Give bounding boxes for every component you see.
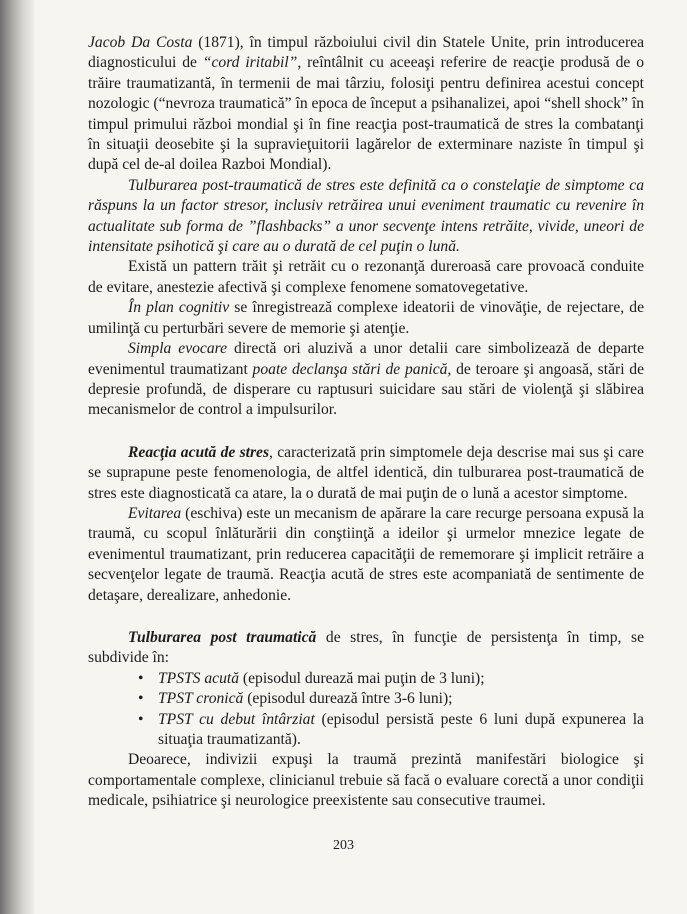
italic-text-run: Tulburarea post-traumatică de stres este definită ca o constelaţie de simptome ca răspuns la un factor stresor, inclusiv retrăirea unui eveniment traumatic cu revenire în actualitate sub forma de ”flashbacks” a unor secvenţe intens retrăite, vivide, uneori de intensitate psihotică şi care au o durată de cel puţin o lună. [88, 176, 644, 256]
text-run: de teroare şi angoasă, stări de depresie profundă, de disperare cu raptusuri suicidare sau stări de violenţă şi slăbirea mecanismelor de control a impulsurilor. [88, 360, 645, 419]
text-run: se înregistrează complexe ideatorii de vinovăţie, de rejectare, de umilinţă cu perturbări severe de memorie şi atenţie. [88, 299, 645, 337]
italic-text-run: poate declanşa stări de panică, [252, 360, 452, 378]
list-item-text: (episodul durează între 3-6 luni); [243, 690, 453, 708]
body-text [88, 33, 644, 669]
text-run: de stres, în funcţie de persistenţa în timp, se subdivide în: [88, 628, 644, 667]
paragraph [88, 339, 644, 421]
list-item [128, 689, 644, 709]
list-item [128, 710, 644, 751]
text-run: (1871), în timpul războiului civil din Statele Unite, prin introducerea diagnosticului de [88, 34, 645, 72]
italic-text-run: Jacob Da Costa [88, 34, 193, 51]
text-run: directă ori aluzivă a unor detalii care simbolizează de departe evenimentul traumatizant [88, 340, 644, 378]
paragraph [88, 33, 644, 176]
book-page [88, 33, 644, 812]
list-item-label: TPST cu debut întârziat [158, 710, 315, 728]
bold-italic-heading: Reacţia acută de stres [128, 443, 270, 461]
text-run: (eschiva) este un mecanism de apărare la care recurge persoana expusă la traumă, cu scopul înlăturării din conştiinţă a ideilor şi urmelor mnezice legate de evenimentul traumatizant, prin reducerea capacităţii de rememorare şi implicit retrăire a secvenţelor legate de traumă. Reacţia acută de stres este acompaniată de sentimente de detaşare, derealizare, anhedonie. [88, 504, 644, 604]
list-item-label: TPSTS acută [158, 669, 240, 687]
text-run: reîntâlnit cu aceeaşi referire de reacţie produsă de o trăire traumatizantă, în termenii de mai târziu, folosiţi pentru definirea acestui concept nozologic (“nevroza traumatică” în epoca de început a psihanalizei, apoi “shell shock” în timpul primului război mondial şi în fine reacţia post-traumatică de stres la combatanţi în situaţii deosebite şi la supravieţuitorii lagărelor de exterminare naziste în timpul şi după cel de-al doilea Razboi Mondial). [88, 54, 644, 174]
closing-paragraph: Deoarece, indivizii expuşi la traumă prezintă manifestări biologice şi comportamentale complexe, clinicianul trebuie să facă o evaluare corectă a unor condiţii medicale, psihiatrice şi neurologice preexistente sau consecutive traumei. [88, 751, 644, 810]
italic-text-run: Evitarea [128, 504, 182, 522]
text-run: Există un pattern trăit şi retrăit cu o rezonanţă dureroasă care provoacă conduite de evitare, anestezie afectivă şi complexe fenomene somatovegetative. [88, 258, 644, 296]
list-item-text: (episodul durează mai puţin de 3 luni); [239, 669, 485, 687]
paragraph [88, 443, 644, 504]
book-spine-shadow [0, 0, 34, 914]
text-run: , caracterizată prin simptomele deja descrise mai sus şi care se suprapune peste fenomenologia, de altfel identică, din tulburarea post-traumatică de stres este diagnosticată ca atare, la o durată de mai puţin de o lună a acestor simptome. [88, 443, 644, 502]
paragraph [88, 176, 644, 258]
paragraph [88, 257, 644, 298]
bold-italic-heading: Tulburarea post traumatică [128, 628, 317, 646]
italic-text-run: În plan cognitiv [128, 299, 230, 317]
paragraph [88, 504, 644, 606]
paragraph [88, 628, 644, 669]
subtype-list [88, 669, 644, 751]
list-item-text: (episodul persistă peste 6 luni după expunerea la situaţia traumatizantă). [158, 710, 644, 748]
list-item-label: TPST cronică [158, 690, 244, 708]
list-item [128, 669, 644, 689]
italic-text-run: Simpla evocare [128, 340, 228, 358]
italic-text-run: “cord iritabil”, [202, 54, 302, 72]
page-number: 203 [333, 838, 354, 853]
paragraph [88, 298, 644, 339]
